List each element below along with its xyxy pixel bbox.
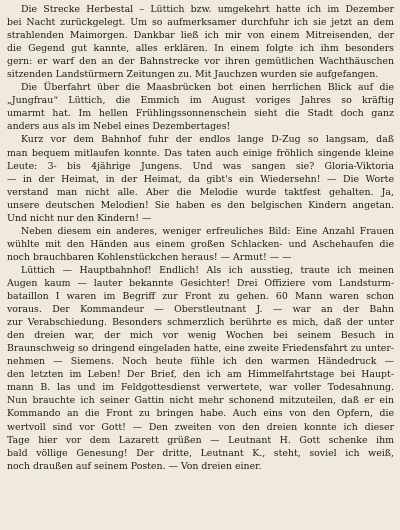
text-line: anders aus als im Nebel eines Dezembertages! [7,121,231,133]
text-line: die Gegend gut kannte, alles erklären. In einem folgte ich ihm besonders [7,43,394,55]
text-line: bataillon I waren im Begriff zur Front zu gehen. 60 Mann waren schon [7,291,394,303]
text-line: Die Strecke Herbestal – Lüttich bzw. umgekehrt hatte ich im Dezember [21,4,394,15]
text-line: man bequem mitlaufen konnte. Das taten auch einige fröhlich singende kleine [7,147,394,159]
text-line: den letzten im Leben! Der Brief, den ich am Himmelfahrtstage bei Haupt- [7,369,394,381]
text-line: Und nicht nur den Kindern! — [7,212,152,224]
text-line: Kommando an die Front zu bringen habe. Auch eins von den Opfern, die [7,408,394,420]
text-line: den dreien war, der mich vor wenig Wochen bei seinem Besuch in [7,330,394,342]
text-line: noch draußen auf seinem Posten. — Von dreien einer. [7,460,262,472]
text-line: mann B. las und im Feldgottesdienst verwertete, war voller Todesahnung. [7,382,394,394]
text-line: zur Verabschiedung. Besonders schmerzlich berührte es mich, daß der unter [7,317,394,329]
text-line: nehmen — Siemens. Noch heute fühle ich den warmen Händedruck — [7,356,394,368]
text-line: strahlenden Maimorgen. Dankbar ließ ich mir von einem Mitreisenden, der [7,30,394,42]
text-line: Augen kaum — lauter bekannte Gesichter! Drei Offiziere vom Landsturm- [7,277,394,289]
text-line: Nun brauchte ich seiner Gattin nicht mehr schonend mitzuteilen, daß er ein [7,395,394,407]
text-line: verstand man nicht alle. Aber die Melodie wurde taktfest gehalten. Ja, [7,186,394,198]
text-line: Leute: 3- bis 4jährige Jungens. Und was sangen sie? Gloria-Viktoria [7,160,394,172]
text-line: „Jungfrau“ Lüttich, die Emmich im August voriges Jahres so kräftig [7,95,394,107]
text-line: noch brauchbaren Kohlenstückchen heraus! — Armut! — — [7,251,292,263]
text-line: Lüttich — Hauptbahnhof! Endlich! Als ich ausstieg, traute ich meinen [21,264,394,276]
text-line: wühlte mit den Händen aus einem großen Schlacken- und Aschehaufen die [7,238,394,250]
text-line: — in der Heimat, in der Heimat, da gibt's ein Wiedersehn! — Die Worte [7,173,394,185]
text-line: Kurz vor dem Bahnhof fuhr der endlos lange D-Zug so langsam, daß [21,134,394,146]
text-line: voraus. Der Kommandeur — Oberstleutnant J. — war an der Bahn [7,304,394,316]
text-line: bei Nacht zurückgelegt. Um so aufmerksamer durchfuhr ich sie jetzt an dem [7,17,394,29]
text-line: unsere deutschen Melodien! Sie haben es den belgischen Kindern angetan. [7,199,394,211]
text-line: Braunschweig so dringend eingeladen hatte, eine zweite Friedensfahrt zu unter- [7,343,394,355]
text-line: wertvoll sind vor Gott! — Den zweiten von den dreien konnte ich dieser [7,421,394,433]
text-line: gern: er warf den an der Bahnstrecke vor ihren gemütlichen Wachthäuschen [7,56,394,68]
text-line: Neben diesem ein anderes, weniger erfreuliches Bild: Eine Anzahl Frauen [21,225,394,237]
text-line: bald völlige Genesung! Der dritte, Leutnant K., steht, soviel ich weiß, [7,447,394,459]
text-line: umarmt hat. Im hellen Frühlingssonnenschein sieht die Stadt doch ganz [7,108,394,120]
text-line: Die Überfahrt über die Maasbrücken bot einen herrlichen Blick auf die [21,82,394,94]
text-line: sitzenden Landstürmern Zeitungen zu. Mit Jauchzen wurden sie aufgefangen. [7,69,379,81]
text-line: Tage hier vor dem Lazarett grüßen — Leutnant H. Gott schenke ihm [7,434,394,446]
